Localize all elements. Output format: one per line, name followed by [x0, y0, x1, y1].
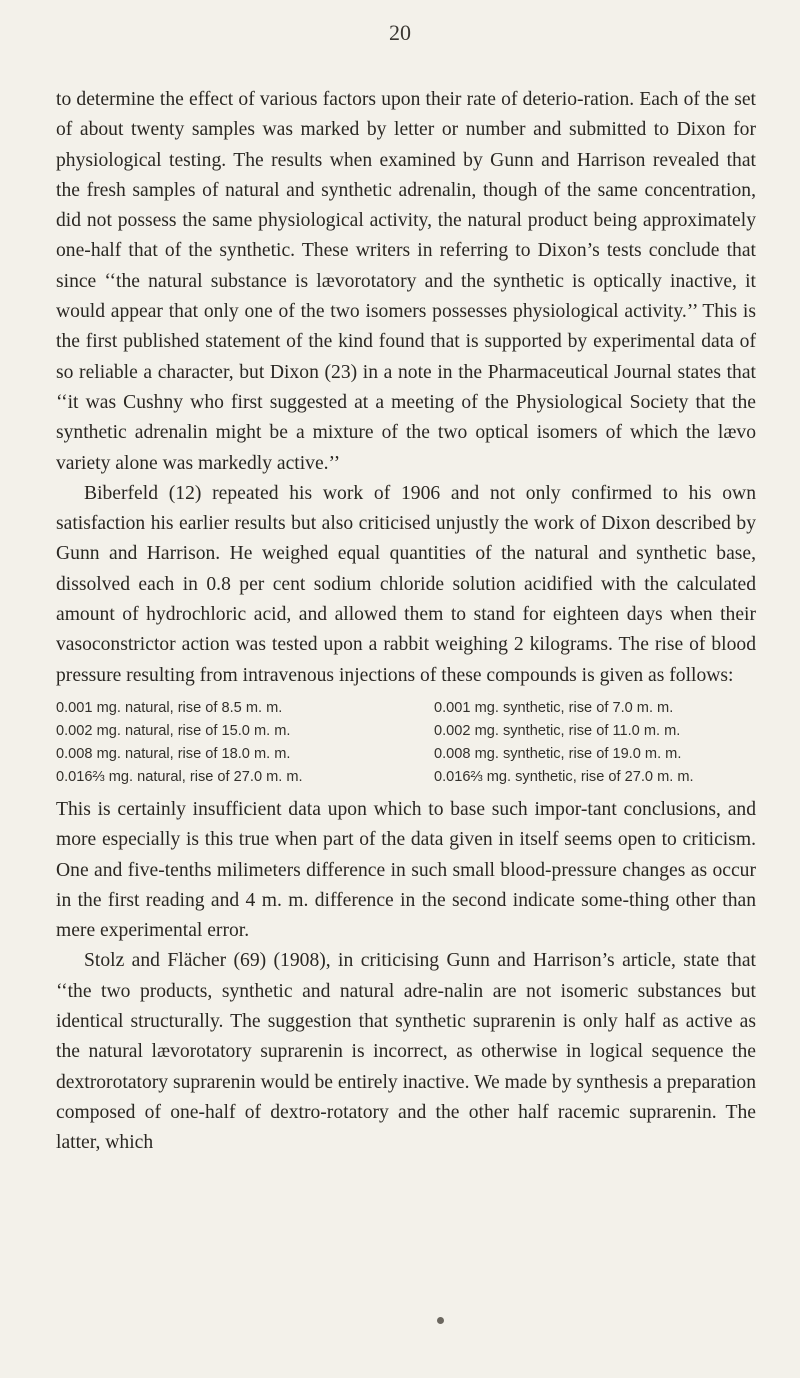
page-number: 20: [389, 20, 411, 45]
table-cell-natural: 0.008 mg. natural, rise of 18.0 m. m.: [56, 745, 291, 762]
page-body: [56, 85, 756, 1159]
table-cell-natural: 0.002 mg. natural, rise of 15.0 m. m.: [56, 722, 291, 739]
table-cell-synthetic: 0.016⅔ mg. synthetic, rise of 27.0 m. m.: [434, 768, 694, 785]
table-cell-natural: 0.016⅔ mg. natural, rise of 27.0 m. m.: [56, 768, 303, 785]
table-cell-synthetic: 0.002 mg. synthetic, rise of 11.0 m. m.: [434, 722, 681, 739]
paragraph-insufficient-data: This is certainly insufficient data upon which to base such impor-tant conclusions, and more especially is this true when part of the data given in itself seems open to criticism. One and five-tenths milimeters difference in such small blood-pressure changes as occur in the first reading and 4 m. m. difference in the second indicate some-thing other than mere experimental error.: [56, 798, 756, 942]
blood-pressure-table: [56, 697, 756, 789]
paragraph-dixon-tests: to determine the effect of various factors upon their rate of deterio-ration. Each of the set of about twenty samples was marked by letter or number and submitted to Dixon for physiological testing. The results when examined by Gunn and Harrison revealed that the fresh samples of natural and synthetic adrenalin, though of the same concentration, did not possess the same physiological activity, the natural product being approximately one-half that of the synthetic. These writers in referring to Dixon’s tests conclude that since ‘‘the natural substance is lævorotatory and the synthetic is optically inactive, it would appear that only one of the two isomers possesses physiological activity.’’ This is the first published statement of the kind found that is supported by experimental data of so reliable a character, but Dixon (23) in a note in the Pharmaceutical Journal states that ‘‘it was Cushny who first suggested at a meeting of the Physiological Society that the synthetic adrenalin might be a mixture of the two optical isomers of which the lævo variety alone was markedly active.’’: [56, 89, 756, 474]
table-cell-synthetic: 0.001 mg. synthetic, rise of 7.0 m. m.: [434, 699, 674, 716]
paragraph-stolz-flacher: Stolz and Flächer (69) (1908), in criticising Gunn and Harrison’s article, state that ‘‘the two products, synthetic and natural adre-nalin are not isomeric substances but identical structurally. The suggestion that synthetic suprarenin is only half as active as the natural lævorotatory suprarenin is incorrect, as otherwise in logical sequence the dextrorotatory suprarenin would be entirely inactive. We made by synthesis a preparation composed of one-half of dextro-rotatory and the other half racemic suprarenin. The latter, which: [56, 950, 756, 1154]
table-cell-natural: 0.001 mg. natural, rise of 8.5 m. m.: [56, 699, 283, 716]
paragraph-biberfeld: Biberfeld (12) repeated his work of 1906 and not only confirmed to his own satisfaction his earlier results but also criticised unjustly the work of Dixon described by Gunn and Harrison. He weighed equal quantities of the natural and synthetic base, dissolved each in 0.8 per cent sodium chloride solution acidified with the calculated amount of hydrochloric acid, and allowed them to stand for eighteen days when their vasoconstrictor action was tested upon a rabbit weighing 2 kilograms. The rise of blood pressure resulting from intravenous injections of these compounds is given as follows:: [56, 482, 756, 686]
ink-speck: [437, 1317, 444, 1324]
table-cell-synthetic: 0.008 mg. synthetic, rise of 19.0 m. m.: [434, 745, 682, 762]
